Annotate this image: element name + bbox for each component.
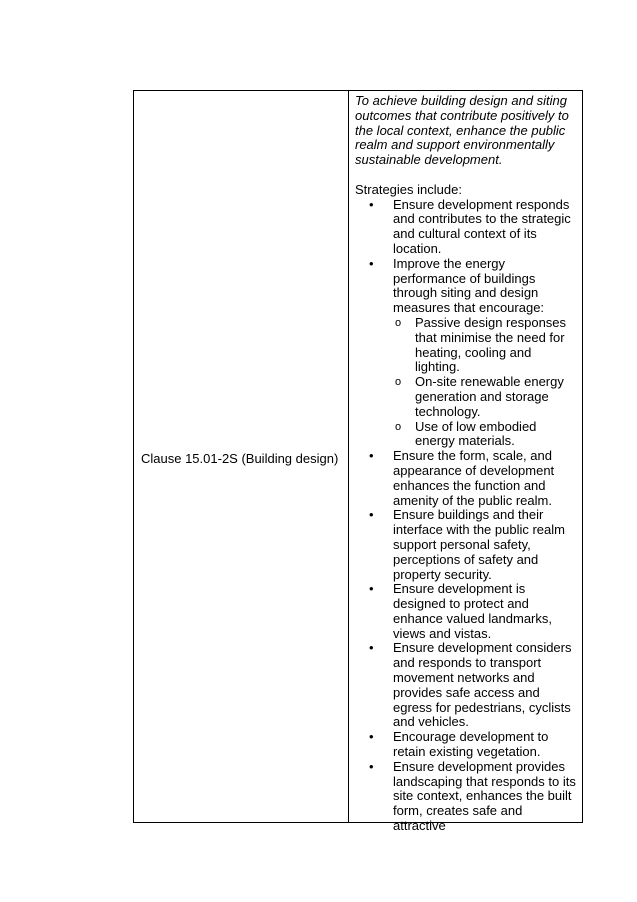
strategy-text: Ensure development considers and responds to transport movement networks and provides safe access and egress for pedestrians, cyclists and vehicles. — [393, 640, 572, 730]
strategies-heading: Strategies include: — [355, 181, 462, 197]
bullet-icon: • — [369, 640, 374, 656]
strategy-text: Improve the energy performance of buildings through siting and design measures that encourage: — [393, 255, 545, 316]
strategy-item — [355, 508, 578, 582]
sub-strategy-item — [393, 420, 578, 450]
strategy-item — [355, 760, 578, 834]
circle-bullet-icon: o — [395, 420, 402, 433]
objective-text: To achieve building design and siting outcomes that contribute positively to the local context, enhance the public realm and support environmentally sustainable development. — [355, 93, 569, 168]
strategy-text: Ensure development provides landscaping that responds to its site context, enhances the built form, creates safe and attractive — [393, 758, 576, 834]
sub-strategy-text: Passive design responses that minimise the need for heating, cooling and lighting. — [415, 314, 567, 375]
sub-strategy-item — [393, 375, 578, 419]
strategies-list — [355, 198, 578, 834]
sub-strategies-list — [393, 316, 578, 449]
clause-label: Clause 15.01-2S (Building design) — [141, 451, 339, 466]
strategy-item — [355, 449, 578, 508]
strategy-item — [355, 582, 578, 641]
bullet-icon: • — [369, 729, 374, 745]
circle-bullet-icon: o — [395, 376, 402, 389]
sub-strategy-text: On-site renewable energy generation and storage technology. — [415, 374, 564, 419]
sub-strategy-text: Use of low embodied energy materials. — [415, 418, 537, 449]
policy-content-cell — [349, 91, 582, 834]
strategy-text: Encourage development to retain existing vegetation. — [393, 729, 549, 760]
spacer — [355, 168, 578, 183]
policy-table — [133, 90, 583, 834]
bullet-icon: • — [369, 758, 374, 774]
bullet-icon: • — [369, 255, 374, 271]
clause-cell — [134, 91, 349, 822]
sub-strategy-item — [393, 316, 578, 375]
strategy-item — [355, 641, 578, 730]
bullet-icon: • — [369, 507, 374, 523]
circle-bullet-icon: o — [395, 316, 402, 329]
strategy-item — [355, 198, 578, 257]
strategy-item — [355, 257, 578, 449]
bullet-icon: • — [369, 448, 374, 464]
strategy-text: Ensure development responds and contributes to the strategic and cultural context of its location. — [393, 196, 571, 256]
strategy-text: Ensure development is designed to protect and enhance valued landmarks, views and vistas. — [393, 581, 552, 641]
strategy-text: Ensure buildings and their interface with the public realm support personal safety, perceptions of safety and property security. — [393, 507, 565, 582]
bullet-icon: • — [369, 581, 374, 597]
bullet-icon: • — [369, 196, 374, 212]
strategy-text: Ensure the form, scale, and appearance of development enhances the function and amenity of the public realm. — [393, 448, 555, 508]
strategy-item — [355, 730, 578, 760]
